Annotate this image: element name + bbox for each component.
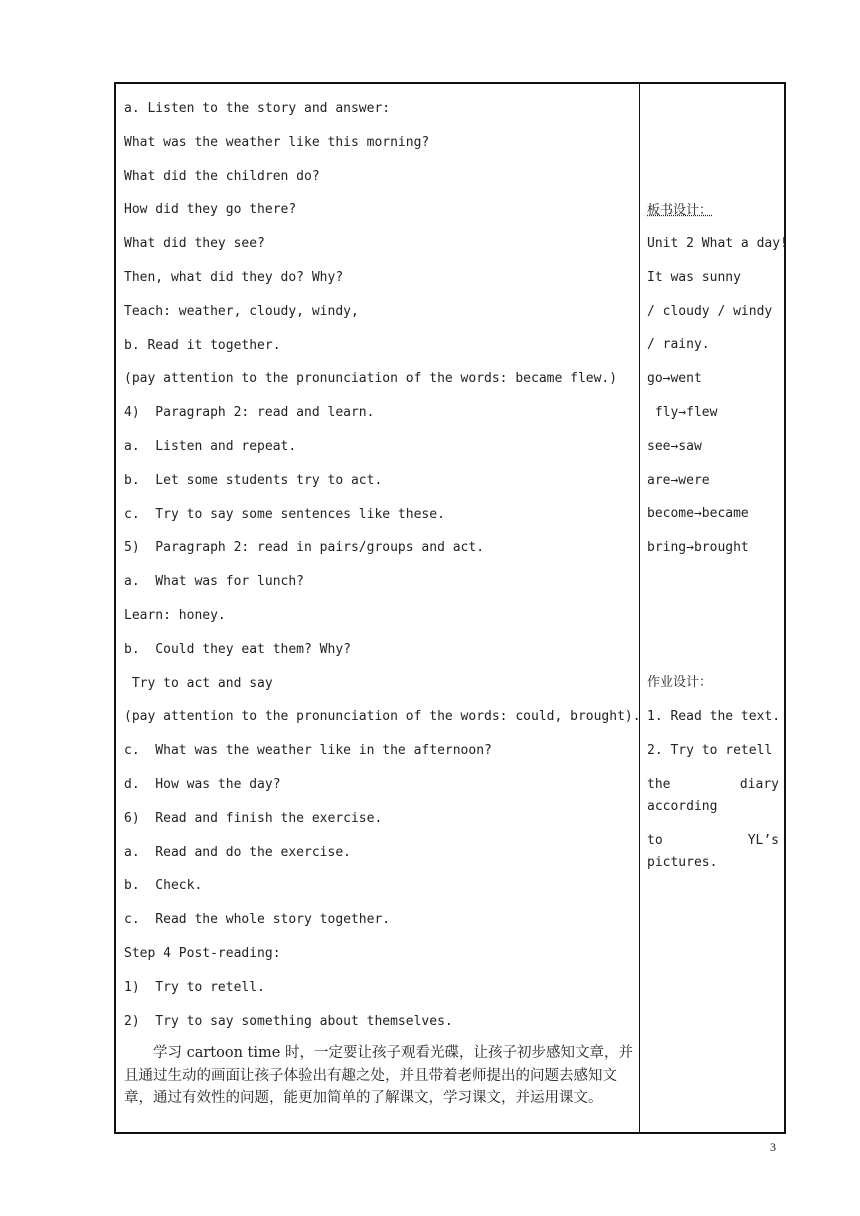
left-line: c. Try to say some sentences like these. [124, 506, 445, 522]
homework-line-3 [647, 777, 779, 793]
left-line: 6) Read and finish the exercise. [124, 810, 383, 826]
left-line: Try to act and say [124, 675, 273, 691]
left-line: d. How was the day? [124, 777, 281, 792]
homework-line-4: according [647, 799, 718, 814]
homework-line-1: 1. Read the text. [647, 709, 781, 724]
left-line: a. Listen to the story and answer: [124, 101, 391, 116]
left-line: b. Read it together. [124, 337, 281, 353]
lesson-table [114, 82, 786, 1134]
left-line: 4) Paragraph 2: read and learn. [124, 405, 375, 421]
left-line: a. Listen and repeat. [124, 439, 297, 454]
left-line: 1) Try to retell. [124, 979, 265, 995]
left-line: (pay attention to the pronunciation of the words: became flew.) [124, 371, 618, 387]
left-line: Then, what did they do? Why? [124, 270, 344, 285]
left-line: Teach: weather, cloudy, windy, [124, 303, 359, 319]
board-line: are→were [647, 472, 710, 488]
homework-line-2: 2. Try to retell [647, 743, 773, 758]
left-line: a. Read and do the exercise. [124, 844, 351, 860]
left-line: b. Let some students try to act. [124, 472, 383, 488]
left-line: 2) Try to say something about themselves. [124, 1013, 453, 1029]
left-line: c. What was the weather like in the afternoon? [124, 743, 492, 759]
homework-word-yl: YL’s [747, 833, 779, 848]
board-line: go→went [647, 371, 702, 387]
board-line: / cloudy / windy [647, 303, 773, 319]
column-divider [639, 84, 640, 1132]
board-line: It was sunny [647, 269, 741, 285]
left-line: How did they go there? [124, 202, 297, 218]
left-line: c. Read the whole story together. [124, 912, 391, 928]
board-line: / rainy. [647, 337, 710, 353]
homework-line-6: pictures. [647, 855, 718, 870]
chinese-paragraph: 学习 cartoon time 时，一定要让孩子观看光碟，让孩子初步感知文章，并且通过生动的画面让孩子体验出有趣之处，并且带着老师提出的问题去感知文章，通过有效性的问题，能更加简单的了解课文，学习课文，并运用课文。 [124, 1045, 633, 1106]
left-line: Learn: honey. [124, 608, 226, 623]
homework-word-the: the [647, 777, 671, 792]
board-line: see→saw [647, 438, 702, 454]
board-line: become→became [647, 506, 749, 522]
left-line: (pay attention to the pronunciation of the words: could, brought). [124, 709, 641, 725]
left-line: What did the children do? [124, 168, 320, 184]
left-line: a. What was for lunch? [124, 574, 305, 590]
homework-heading: 作业设计： [647, 675, 713, 690]
left-line: 5) Paragraph 2: read in pairs/groups and act. [124, 540, 485, 556]
left-line: What did they see? [124, 236, 265, 252]
board-line: Unit 2 What a day! [647, 236, 788, 251]
left-line: What was the weather like this morning? [124, 134, 430, 150]
left-line: Step 4 Post-reading: [124, 946, 281, 961]
homework-line-5 [647, 833, 779, 849]
left-line: b. Check. [124, 878, 203, 894]
board-heading: 板书设计： [647, 203, 713, 218]
board-line: fly→flew [647, 405, 718, 420]
board-line: bring→brought [647, 540, 749, 556]
page-number: 3 [770, 1140, 776, 1154]
homework-word-to: to [647, 833, 663, 848]
left-line: b. Could they eat them? Why? [124, 641, 351, 657]
homework-word-diary: diary [739, 777, 779, 792]
